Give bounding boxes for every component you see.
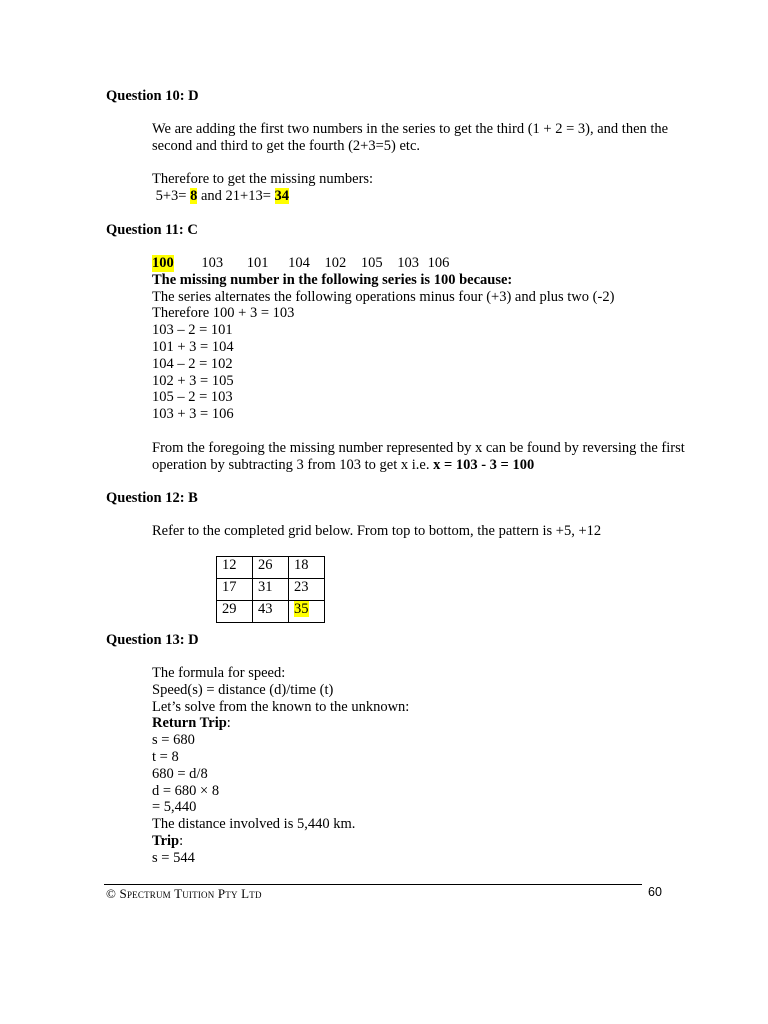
question-10-heading: Question 10: D [106, 88, 199, 104]
q11-conclusion-text: operation by subtracting 3 from 103 to get x i.e. [152, 456, 434, 473]
grid-cell: 12 [217, 557, 253, 579]
q11-conclusion-equation: x = 103 - 3 = 100 [433, 456, 535, 473]
q10-para2-line1: Therefore to get the missing numbers: [152, 171, 374, 188]
q13-return-line: t = 8 [152, 748, 179, 765]
spacer [152, 155, 732, 172]
q10-mid: and 21+13= [197, 188, 275, 205]
q11-line: The series alternates the following operations minus four (+3) and plus two (-2) [152, 288, 615, 305]
q10-para1-line2: second and third to get the fourth (2+3=5) etc. [152, 137, 421, 154]
q11-series [152, 255, 732, 272]
q11-line: Therefore 100 + 3 = 103 [152, 305, 295, 322]
q11-conclusion-line2 [152, 457, 732, 474]
number-grid [216, 556, 325, 623]
q11-line: 105 – 2 = 103 [152, 389, 233, 406]
grid-row [217, 579, 325, 601]
grid-cell: 29 [217, 601, 253, 623]
grid-cell: 43 [253, 601, 289, 623]
q11-series-item: 105 [360, 255, 383, 271]
q13-trip-label [152, 833, 732, 850]
spacer [152, 423, 732, 440]
q10-answer-34: 34 [274, 188, 290, 205]
q10-answer-8: 8 [190, 188, 198, 205]
grid-cell-answer [289, 601, 325, 623]
grid-row [217, 601, 325, 623]
grid-row [217, 557, 325, 579]
q13-trip-line: s = 544 [152, 849, 195, 866]
question-12-heading: Question 12: B [106, 490, 198, 506]
q11-series-item: 102 [324, 255, 347, 271]
footer-copyright: © Spectrum Tuition Pty Ltd [106, 886, 262, 901]
grid-answer-highlight: 35 [294, 601, 309, 617]
q13-return-line: The distance involved is 5,440 km. [152, 816, 356, 833]
q11-series-item: 101 [246, 255, 269, 271]
question-11-heading: Question 11: C [106, 222, 198, 238]
q10-para1-line1: We are adding the first two numbers in the series to get the third (1 + 2 = 3), and then the [152, 121, 669, 137]
q11-line: 101 + 3 = 104 [152, 338, 234, 355]
q13-return-trip-label [152, 715, 732, 732]
q11-line: 103 + 3 = 106 [152, 406, 234, 423]
q13-return-line: s = 680 [152, 732, 195, 749]
q11-series-item: 103 [397, 255, 419, 271]
footer-divider [104, 884, 642, 885]
q13-line: Let’s solve from the known to the unknown: [152, 698, 410, 715]
grid-cell: 26 [253, 557, 289, 579]
grid-cell: 23 [289, 579, 325, 601]
q13-return-line: 680 = d/8 [152, 765, 208, 782]
question-13-body [152, 665, 732, 867]
q10-para2-line2 [152, 188, 732, 205]
q11-line: 103 – 2 = 101 [152, 322, 233, 339]
q11-bold-line: The missing number in the following series is 100 because: [152, 271, 513, 288]
grid-cell: 18 [289, 557, 325, 579]
q11-series-item: 103 [201, 255, 224, 271]
q13-line: The formula for speed: [152, 665, 286, 681]
grid-cell: 31 [253, 579, 289, 601]
q11-series-item: 104 [288, 255, 310, 271]
q13-return-line: = 5,440 [152, 799, 197, 816]
question-12-body [152, 523, 732, 540]
colon: : [179, 832, 184, 849]
q10-pre: 5+3= [152, 188, 191, 205]
q11-line: 102 + 3 = 105 [152, 372, 234, 389]
question-10-body [152, 121, 732, 205]
q13-line: Speed(s) = distance (d)/time (t) [152, 681, 334, 698]
return-trip-label: Return Trip [152, 715, 227, 732]
colon: : [226, 715, 231, 732]
grid-cell: 17 [217, 579, 253, 601]
q11-series-missing: 100 [152, 255, 174, 271]
q13-return-line: d = 680 × 8 [152, 782, 220, 799]
q11-series-item: 106 [427, 255, 450, 271]
q12-text: Refer to the completed grid below. From top to bottom, the pattern is +5, +12 [152, 523, 602, 539]
trip-label: Trip [152, 832, 180, 849]
question-13-heading: Question 13: D [106, 632, 199, 648]
q11-conclusion-line1: From the foregoing the missing number represented by x can be found by reversing the first [152, 439, 685, 456]
question-11-body [152, 255, 732, 473]
q11-line: 104 – 2 = 102 [152, 355, 233, 372]
page-number: 60 [648, 885, 662, 899]
